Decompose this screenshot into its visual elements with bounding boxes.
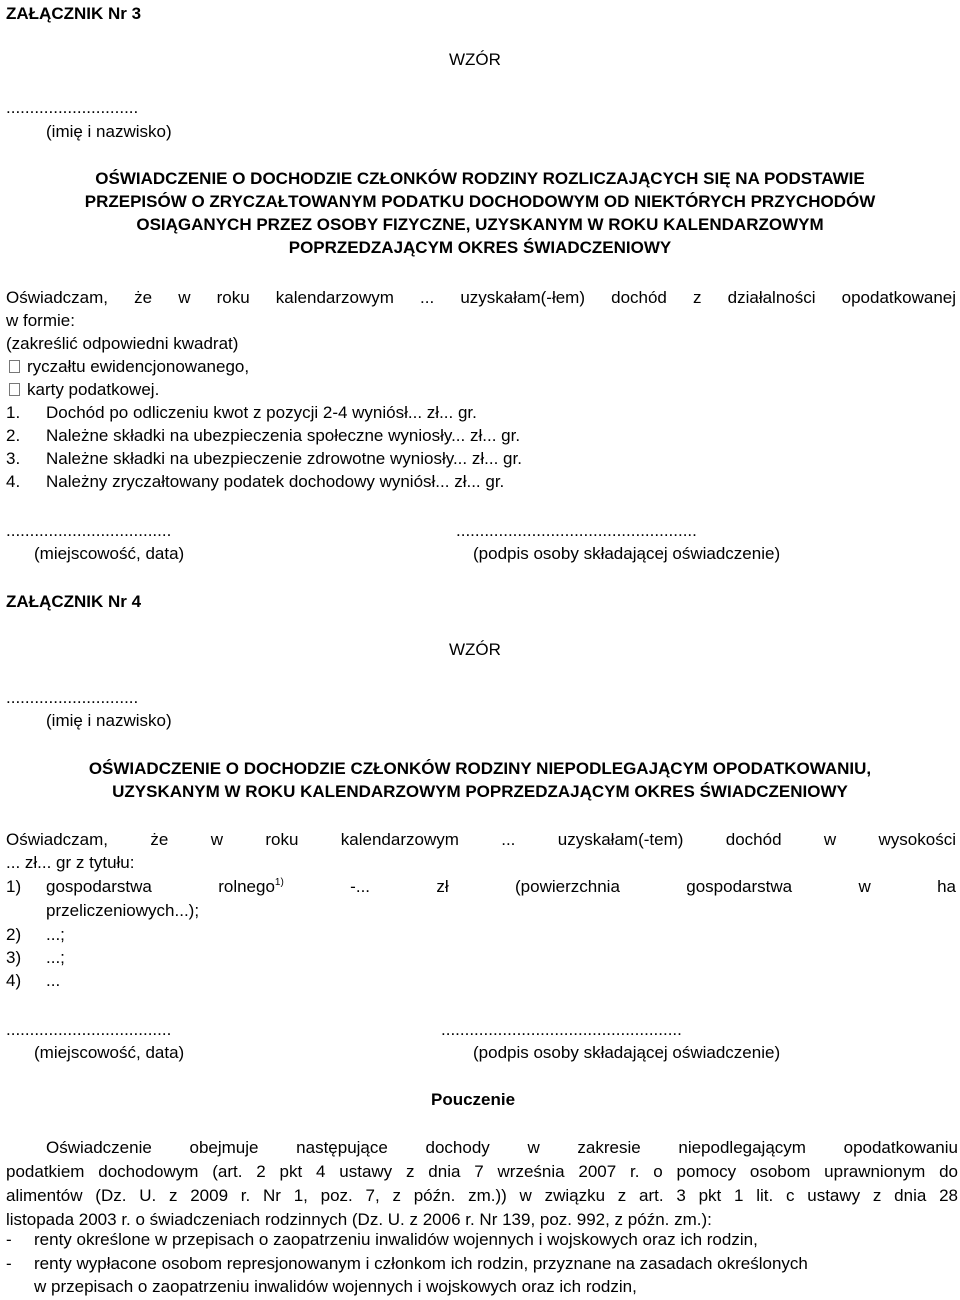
item-number: 2. [6,426,21,445]
instruction-bullet-1 [6,1230,758,1250]
annex-4-heading: ZAŁĄCZNIK Nr 4 [6,592,142,611]
bullet-dash: - [6,1230,12,1249]
annex-4-wzor: WZÓR [449,640,501,659]
annex-4-name-field: ............................ [6,688,139,707]
item-text: gospodarstwa rolnego [46,877,275,896]
instruction-paragraph-line-1: Oświadczenie obejmuje następujące dochody w zakresie niepodlegającym opodatkowaniu [46,1138,958,1157]
annex-3-option-1 [6,357,249,377]
item-number: 3. [6,449,21,468]
annex-4-item-1 [6,877,956,897]
annex-3-place-date-field: ................................... [6,521,172,540]
instruction-heading: Pouczenie [431,1090,516,1109]
option-2-label: karty podatkowej. [27,380,160,399]
annex-3-item-2 [6,426,520,446]
annex-4-place-date-label: (miejscowość, data) [34,1043,185,1062]
annex-4-title-line-2: UZYSKANYM W ROKU KALENDARZOWYM POPRZEDZAJĄCYM OKRES ŚWIADCZENIOWY [112,782,848,801]
item-text: ... [46,971,61,990]
annex-3-signature-field: ................................................... [456,521,697,540]
instruction-paragraph-line-2: podatkiem dochodowym (art. 2 pkt 4 ustawy z dnia 7 września 2007 r. o pomocy osobom uprawnionym do [6,1162,958,1181]
item-number: 2) [6,925,22,944]
annex-4-title-line-1: OŚWIADCZENIE O DOCHODZIE CZŁONKÓW RODZINY NIEPODLEGAJĄCYM OPODATKOWANIU, [88,759,872,778]
annex-4-item-2 [6,925,65,945]
annex-4-signature-field: ................................................... [441,1020,682,1039]
option-1-label: ryczałtu ewidencjonowanego, [27,357,250,376]
footnote-marker: 1) [274,877,284,888]
annex-3-item-4 [6,472,504,492]
annex-3-option-2 [6,380,159,400]
instruction-bullet-2 [6,1254,808,1274]
bullet-text: renty określone w przepisach o zaopatrzeniu inwalidów wojennych i wojskowych oraz ich rodzin, [34,1230,758,1249]
item-number: 1) [6,877,22,896]
annex-3-intro-line-1: Oświadczam, że w roku kalendarzowym ... uzyskałam(-łem) dochód z działalności opodatkowanej [6,288,956,307]
bullet-text: renty wypłacone osobom represjonowanym i członkom ich rodzin, przyznane na zasadach określonych [34,1254,808,1273]
annex-4-item-3 [6,948,65,968]
checkbox-icon[interactable] [9,383,20,396]
annex-3-title-line-2: PRZEPISÓW O ZRYCZAŁTOWANYM PODATKU DOCHODOWYM OD NIEKTÓRYCH PRZYCHODÓW [84,192,876,211]
annex-3-name-field: ............................ [6,98,139,117]
bullet-dash: - [6,1254,12,1273]
instruction-paragraph-line-3: alimentów (Dz. U. z 2009 r. Nr 1, poz. 7, z późn. zm.)) w związku z art. 3 pkt 1 lit. c ustawy z dnia 28 [6,1186,958,1205]
annex-4-intro-line-1: Oświadczam, że w roku kalendarzowym ... uzyskałam(-tem) dochód w wysokości [6,830,956,849]
item-text-continued: -... zł (powierzchnia gospodarstwa w ha [283,877,957,896]
annex-3-item-1 [6,403,477,423]
annex-4-intro-line-2: ... zł... gr z tytułu: [6,853,135,872]
item-text: ...; [46,925,65,944]
annex-3-item-3 [6,449,522,469]
item-text: Należny zryczałtowany podatek dochodowy wyniósł... zł... gr. [46,472,505,491]
checkbox-icon[interactable] [9,360,20,373]
item-text: ...; [46,948,65,967]
item-number: 4) [6,971,22,990]
annex-4-signature-label: (podpis osoby składającej oświadczenie) [473,1043,781,1062]
annex-4-item-1-continuation: przeliczeniowych...); [46,901,200,920]
annex-3-title-line-4: POPRZEDZAJĄCYM OKRES ŚWIADCZENIOWY [288,238,672,257]
annex-3-wzor: WZÓR [449,50,501,69]
annex-3-signature-label: (podpis osoby składającej oświadczenie) [473,544,781,563]
annex-3-heading: ZAŁĄCZNIK Nr 3 [6,4,142,23]
annex-3-intro-line-2: w formie: [6,311,75,330]
annex-4-name-label: (imię i nazwisko) [46,711,172,730]
annex-3-place-date-label: (miejscowość, data) [34,544,185,563]
annex-3-title-line-1: OŚWIADCZENIE O DOCHODZIE CZŁONKÓW RODZINY ROZLICZAJĄCYCH SIĘ NA PODSTAWIE [95,169,865,188]
instruction-bullet-2-continuation: w przepisach o zaopatrzeniu inwalidów wojennych i wojskowych oraz ich rodzin, [34,1277,637,1296]
annex-3-hint: (zakreślić odpowiedni kwadrat) [6,334,239,353]
item-text: Należne składki na ubezpieczenia społeczne wyniosły... zł... gr. [46,426,521,445]
annex-3-title-line-3: OSIĄGANYCH PRZEZ OSOBY FIZYCZNE, UZYSKANYM W ROKU KALENDARZOWYM [136,215,824,234]
item-number: 3) [6,948,22,967]
instruction-paragraph-line-4: listopada 2003 r. o świadczeniach rodzinnych (Dz. U. z 2006 r. Nr 139, poz. 992, z późn. zm.): [6,1210,712,1229]
annex-3-name-label: (imię i nazwisko) [46,122,172,141]
item-text: Dochód po odliczeniu kwot z pozycji 2-4 wyniósł... zł... gr. [46,403,477,422]
item-number: 4. [6,472,21,491]
item-text: Należne składki na ubezpieczenie zdrowotne wyniosły... zł... gr. [46,449,522,468]
annex-4-place-date-field: ................................... [6,1020,172,1039]
annex-4-item-4 [6,971,60,991]
item-number: 1. [6,403,21,422]
